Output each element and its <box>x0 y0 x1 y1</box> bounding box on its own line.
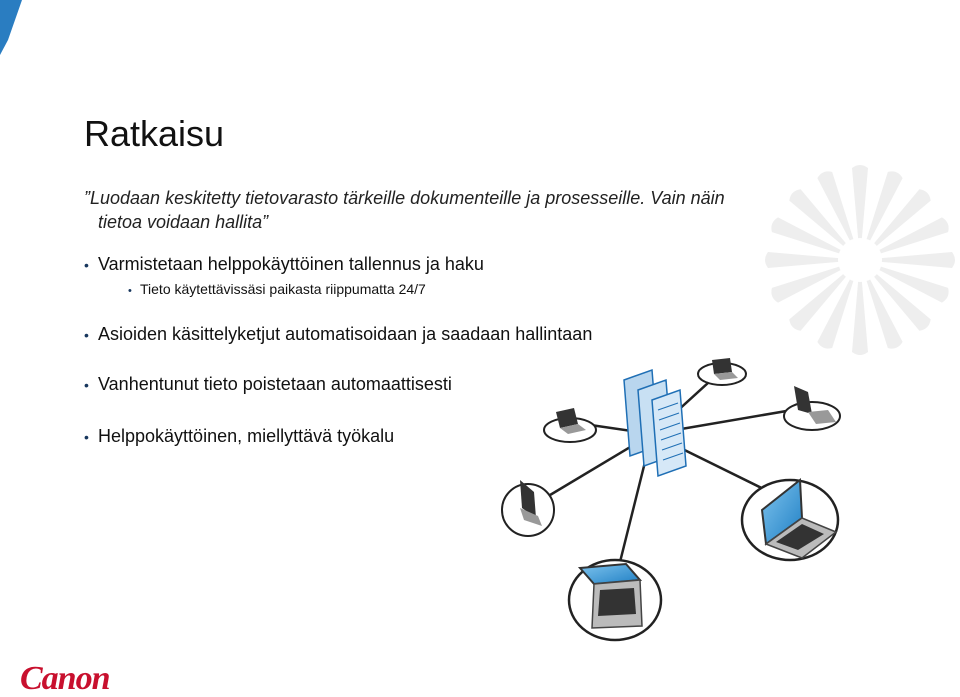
bullet-item: • Asioiden käsittelyketjut automatisoidaan ja saadaan hallintaan <box>84 324 593 344</box>
bullet-icon: • <box>84 429 89 445</box>
laptop-icon <box>569 560 661 640</box>
bullet-icon: • <box>84 257 89 273</box>
laptop-icon <box>784 386 840 430</box>
canon-logo: Canon <box>20 660 110 697</box>
sunburst-center <box>838 238 882 282</box>
bullet-icon: • <box>84 377 89 393</box>
server-icon <box>624 370 686 476</box>
sub-bullet-item: • Tieto käytettävissäsi paikasta riippumatta 24/7 <box>128 281 426 297</box>
laptop-icon <box>698 358 746 385</box>
network-illustration <box>490 352 865 670</box>
bullet-icon: • <box>84 327 89 343</box>
laptop-icon <box>502 480 554 536</box>
quote-text <box>84 186 864 234</box>
bullet-item: • Varmistetaan helppokäyttöinen tallennus ja haku <box>84 254 484 274</box>
laptop-icon <box>544 408 596 442</box>
bullet-item: • Vanhentunut tieto poistetaan automaattisesti <box>84 374 452 394</box>
bullet-item: • Helppokäyttöinen, miellyttävä työkalu <box>84 426 395 446</box>
quote-line-2: tietoa voidaan hallita” <box>98 212 269 232</box>
laptop-icon <box>742 480 838 560</box>
bullet-icon: • <box>128 285 132 297</box>
corner-accent <box>0 0 40 55</box>
quote-line-1: ”Luodaan keskitetty tietovarasto tärkeille dokumenteille ja prosesseille. Vain näin <box>84 188 725 208</box>
page-title: Ratkaisu <box>84 113 225 154</box>
